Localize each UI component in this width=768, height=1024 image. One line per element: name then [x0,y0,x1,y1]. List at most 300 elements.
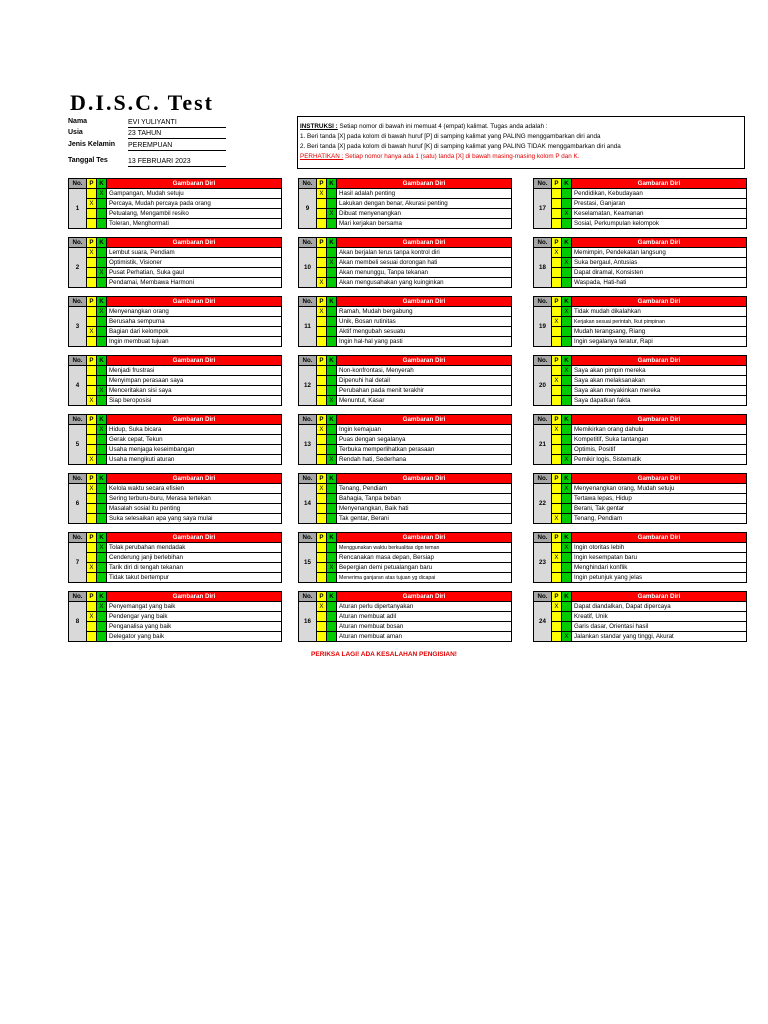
p-mark-cell[interactable] [552,455,562,465]
p-mark-cell[interactable] [317,563,327,573]
statement-text: Ingin petunjuk yang jelas [572,573,747,583]
table-row [299,258,512,268]
k-mark-cell[interactable] [97,563,107,573]
k-mark-cell[interactable] [562,563,572,573]
k-mark-cell[interactable] [562,386,572,396]
table-header-row [534,356,747,366]
p-mark-cell[interactable] [317,455,327,465]
header-k: K [97,592,107,602]
p-mark-cell[interactable] [317,268,327,278]
p-mark-cell[interactable] [87,209,97,219]
k-mark-cell[interactable] [327,632,337,642]
statement-text: Tenang, Pendiam [337,484,512,494]
k-mark-cell[interactable] [562,278,572,288]
k-mark-cell[interactable] [562,573,572,583]
table-header-row [534,297,747,307]
page-title: D.I.S.C. Test [70,90,214,115]
question-table [68,178,282,229]
p-mark-cell[interactable] [87,622,97,632]
k-mark-cell[interactable] [327,543,337,553]
table-header-row [69,474,282,484]
info-value-tanggal-tes[interactable]: 13 FEBRUARI 2023 [128,157,226,167]
k-mark-cell[interactable] [97,504,107,514]
p-mark-cell[interactable]: X [87,199,97,209]
p-mark-cell[interactable] [87,504,97,514]
k-mark-cell[interactable] [97,209,107,219]
table-row [534,376,747,386]
p-mark-cell[interactable] [317,612,327,622]
question-number: 1 [69,189,87,229]
statement-text: Dapat diandalkan, Dapat dipercaya [572,602,747,612]
p-mark-cell[interactable]: X [317,307,327,317]
info-value-nama[interactable]: EVI YULIYANTI [128,118,226,128]
k-mark-cell[interactable] [327,573,337,583]
k-mark-cell[interactable]: X [97,386,107,396]
k-mark-cell[interactable]: X [327,563,337,573]
k-mark-cell[interactable] [562,435,572,445]
p-mark-cell[interactable] [87,514,97,524]
question-table [298,237,512,288]
statement-text: Menyimpan perasaan saya [107,376,282,386]
table-row [299,317,512,327]
k-mark-cell[interactable]: X [97,268,107,278]
k-mark-cell[interactable] [562,425,572,435]
question-block-1 [68,178,282,229]
p-mark-cell[interactable] [87,632,97,642]
statement-text: Kompetitif, Suka tantangan [572,435,747,445]
p-mark-cell[interactable] [317,209,327,219]
table-row [534,504,747,514]
p-mark-cell[interactable] [552,504,562,514]
p-mark-cell[interactable] [87,307,97,317]
k-mark-cell[interactable] [97,622,107,632]
p-mark-cell[interactable]: X [552,553,562,563]
p-mark-cell[interactable] [317,514,327,524]
table-row [69,209,282,219]
k-mark-cell[interactable] [327,219,337,229]
p-mark-cell[interactable] [87,425,97,435]
p-mark-cell[interactable] [552,268,562,278]
k-mark-cell[interactable] [327,504,337,514]
info-value-usia[interactable]: 23 TAHUN [128,129,226,139]
question-number: 23 [534,543,552,583]
header-gambaran-diri: Gambaran Diri [107,474,282,484]
k-mark-cell[interactable] [97,278,107,288]
table-row [69,258,282,268]
statement-text: Akan berjalan terus tanpa kontrol diri [337,248,512,258]
p-mark-cell[interactable] [552,396,562,406]
p-mark-cell[interactable]: X [552,425,562,435]
k-mark-cell[interactable] [97,366,107,376]
table-row [299,563,512,573]
p-mark-cell[interactable] [552,435,562,445]
k-mark-cell[interactable] [97,455,107,465]
k-mark-cell[interactable] [327,553,337,563]
k-mark-cell[interactable] [97,445,107,455]
statement-text: Kelola waktu secara efisien [107,484,282,494]
p-mark-cell[interactable] [317,376,327,386]
p-mark-cell[interactable] [552,612,562,622]
k-mark-cell[interactable] [327,494,337,504]
instructions-text: Setiap nomor di bawah ini memuat 4 (empat) kalimat. Tugas anda adalah : [337,123,548,130]
p-mark-cell[interactable] [87,376,97,386]
statement-text: Dibuat menyenangkan [337,209,512,219]
k-mark-cell[interactable] [97,573,107,583]
p-mark-cell[interactable] [552,622,562,632]
p-mark-cell[interactable] [317,366,327,376]
statement-text: Petualang, Mengambil resiko [107,209,282,219]
p-mark-cell[interactable] [87,543,97,553]
table-row [69,248,282,258]
k-mark-cell[interactable] [562,268,572,278]
k-mark-cell[interactable] [327,425,337,435]
statement-text: Ingin kemajuan [337,425,512,435]
question-number: 15 [299,543,317,583]
p-mark-cell[interactable] [87,602,97,612]
footer-warning: PERIKSA LAGI! ADA KESALAHAN PENGISIAN! [311,651,457,658]
header-k: K [562,238,572,248]
statement-text: Suka selesaikan apa yang saya mulai [107,514,282,524]
k-mark-cell[interactable] [562,327,572,337]
k-mark-cell[interactable] [562,337,572,347]
k-mark-cell[interactable] [327,317,337,327]
k-mark-cell[interactable] [97,396,107,406]
p-mark-cell[interactable]: X [317,602,327,612]
header-no: No. [299,533,317,543]
p-mark-cell[interactable] [87,337,97,347]
header-p: P [317,297,327,307]
k-mark-cell[interactable]: X [97,425,107,435]
k-mark-cell[interactable] [97,612,107,622]
k-mark-cell[interactable] [327,268,337,278]
p-mark-cell[interactable] [552,219,562,229]
table-header-row [534,238,747,248]
question-number: 14 [299,484,317,524]
question-table [68,414,282,465]
k-mark-cell[interactable] [97,337,107,347]
header-gambaran-diri: Gambaran Diri [337,533,512,543]
k-mark-cell[interactable] [327,199,337,209]
k-mark-cell[interactable]: X [562,366,572,376]
statement-text: Menggunakan waktu berkualitas dgn teman [337,543,512,553]
p-mark-cell[interactable] [87,553,97,563]
question-table [298,296,512,347]
k-mark-cell[interactable]: X [562,307,572,317]
statement-text: Siap beroposisi [107,396,282,406]
p-mark-cell[interactable]: X [552,248,562,258]
question-table [298,178,512,229]
k-mark-cell[interactable]: X [562,455,572,465]
question-table [533,473,747,524]
statement-text: Rencanakan masa depan, Bersiap [337,553,512,563]
k-mark-cell[interactable] [562,189,572,199]
p-mark-cell[interactable] [317,553,327,563]
k-mark-cell[interactable] [327,278,337,288]
table-row [299,209,512,219]
p-mark-cell[interactable] [87,573,97,583]
p-mark-cell[interactable] [552,573,562,583]
k-mark-cell[interactable]: X [327,396,337,406]
p-mark-cell[interactable] [317,543,327,553]
k-mark-cell[interactable] [327,622,337,632]
k-mark-cell[interactable] [97,248,107,258]
p-mark-cell[interactable] [552,209,562,219]
k-mark-cell[interactable] [562,504,572,514]
p-mark-cell[interactable] [552,366,562,376]
header-gambaran-diri: Gambaran Diri [572,592,747,602]
k-mark-cell[interactable] [562,445,572,455]
table-header-row [534,474,747,484]
k-mark-cell[interactable] [327,376,337,386]
table-header-row [534,592,747,602]
p-mark-cell[interactable] [87,494,97,504]
k-mark-cell[interactable]: X [327,209,337,219]
p-mark-cell[interactable] [87,189,97,199]
k-mark-cell[interactable] [97,258,107,268]
p-mark-cell[interactable] [552,258,562,268]
table-header-row [299,238,512,248]
p-mark-cell[interactable]: X [552,376,562,386]
p-mark-cell[interactable] [317,445,327,455]
table-row [69,543,282,553]
k-mark-cell[interactable] [562,602,572,612]
p-mark-cell[interactable]: X [552,514,562,524]
k-mark-cell[interactable]: X [562,632,572,642]
p-mark-cell[interactable] [317,199,327,209]
header-gambaran-diri: Gambaran Diri [107,356,282,366]
header-p: P [87,179,97,189]
header-no: No. [299,238,317,248]
question-table [298,591,512,642]
statement-text: Optimistik, Visioner [107,258,282,268]
header-k: K [327,474,337,484]
p-mark-cell[interactable]: X [317,425,327,435]
header-gambaran-diri: Gambaran Diri [337,592,512,602]
header-k: K [327,592,337,602]
p-mark-cell[interactable] [552,563,562,573]
question-block-9 [298,178,512,229]
k-mark-cell[interactable] [97,494,107,504]
table-row [534,543,747,553]
k-mark-cell[interactable] [327,307,337,317]
k-mark-cell[interactable]: X [327,258,337,268]
k-mark-cell[interactable] [327,189,337,199]
k-mark-cell[interactable] [97,317,107,327]
p-mark-cell[interactable]: X [87,327,97,337]
p-mark-cell[interactable] [552,307,562,317]
k-mark-cell[interactable] [327,366,337,376]
warning-text: Setiap nomor hanya ada 1 (satu) tanda [X] di bawah masing-masing kolom P dan K. [343,153,580,160]
k-mark-cell[interactable] [562,494,572,504]
table-header-row [299,474,512,484]
k-mark-cell[interactable] [327,327,337,337]
question-number: 10 [299,248,317,288]
k-mark-cell[interactable] [97,376,107,386]
p-mark-cell[interactable] [552,632,562,642]
k-mark-cell[interactable] [562,396,572,406]
statement-text: Tolak perubahan mendadak [107,543,282,553]
k-mark-cell[interactable]: X [562,258,572,268]
p-mark-cell[interactable] [87,317,97,327]
instructions-box [297,116,745,169]
p-mark-cell[interactable]: X [87,563,97,573]
p-mark-cell[interactable] [552,199,562,209]
k-mark-cell[interactable]: X [97,189,107,199]
p-mark-cell[interactable] [317,573,327,583]
p-mark-cell[interactable]: X [552,602,562,612]
k-mark-cell[interactable] [327,386,337,396]
p-mark-cell[interactable] [87,258,97,268]
k-mark-cell[interactable] [97,327,107,337]
k-mark-cell[interactable] [327,484,337,494]
p-mark-cell[interactable]: X [87,484,97,494]
p-mark-cell[interactable] [87,268,97,278]
p-mark-cell[interactable] [317,632,327,642]
k-mark-cell[interactable] [97,219,107,229]
header-p: P [552,179,562,189]
k-mark-cell[interactable] [327,248,337,258]
table-row [534,189,747,199]
table-row [299,573,512,583]
p-mark-cell[interactable] [317,622,327,632]
header-gambaran-diri: Gambaran Diri [572,238,747,248]
p-mark-cell[interactable] [87,219,97,229]
k-mark-cell[interactable] [562,376,572,386]
k-mark-cell[interactable] [562,514,572,524]
p-mark-cell[interactable] [552,543,562,553]
p-mark-cell[interactable] [317,327,327,337]
k-mark-cell[interactable] [97,514,107,524]
p-mark-cell[interactable] [87,386,97,396]
k-mark-cell[interactable] [562,317,572,327]
p-mark-cell[interactable] [552,445,562,455]
k-mark-cell[interactable]: X [562,543,572,553]
statement-text: Gerak cepat, Tekun [107,435,282,445]
table-row [534,563,747,573]
statement-text: Perubahan pada menit terakhir [337,386,512,396]
question-block-17 [533,178,747,229]
question-table [533,237,747,288]
table-row [299,514,512,524]
question-block-16 [298,591,512,642]
p-mark-cell[interactable] [317,396,327,406]
p-mark-cell[interactable] [552,386,562,396]
p-mark-cell[interactable] [87,435,97,445]
p-mark-cell[interactable]: X [87,455,97,465]
p-mark-cell[interactable] [317,386,327,396]
p-mark-cell[interactable] [317,504,327,514]
info-value-jenis-kelamin[interactable]: PEREMPUAN [128,141,226,151]
p-mark-cell[interactable]: X [317,278,327,288]
p-mark-cell[interactable] [552,278,562,288]
k-mark-cell[interactable] [327,445,337,455]
k-mark-cell[interactable] [562,248,572,258]
k-mark-cell[interactable] [327,612,337,622]
statement-text: Menceritakan sisi saya [107,386,282,396]
k-mark-cell[interactable] [562,612,572,622]
table-row [534,602,747,612]
k-mark-cell[interactable] [327,514,337,524]
k-mark-cell[interactable]: X [97,602,107,612]
p-mark-cell[interactable] [317,337,327,347]
question-table [533,591,747,642]
table-row [299,494,512,504]
table-row [69,435,282,445]
k-mark-cell[interactable] [97,435,107,445]
p-mark-cell[interactable]: X [317,484,327,494]
p-mark-cell[interactable] [552,189,562,199]
table-row [299,445,512,455]
k-mark-cell[interactable]: X [97,307,107,317]
k-mark-cell[interactable] [327,435,337,445]
table-header-row [534,179,747,189]
p-mark-cell[interactable]: X [317,189,327,199]
k-mark-cell[interactable]: X [562,484,572,494]
table-row [299,376,512,386]
k-mark-cell[interactable]: X [97,543,107,553]
p-mark-cell[interactable] [87,445,97,455]
p-mark-cell[interactable] [317,317,327,327]
p-mark-cell[interactable] [317,494,327,504]
header-p: P [87,474,97,484]
table-row [69,219,282,229]
k-mark-cell[interactable]: X [562,209,572,219]
statement-text: Memikirkan orang dahulu [572,425,747,435]
statement-text: Akan mengusahakan yang kuinginkan [337,278,512,288]
question-table [68,473,282,524]
k-mark-cell[interactable] [562,199,572,209]
header-p: P [317,238,327,248]
k-mark-cell[interactable] [327,337,337,347]
question-block-5 [68,414,282,465]
header-no: No. [534,356,552,366]
k-mark-cell[interactable] [97,484,107,494]
k-mark-cell[interactable] [97,199,107,209]
header-no: No. [69,474,87,484]
table-header-row [69,592,282,602]
table-row [534,484,747,494]
k-mark-cell[interactable] [562,553,572,563]
p-mark-cell[interactable] [317,248,327,258]
p-mark-cell[interactable] [317,258,327,268]
statement-text: Pendamai, Membawa Harmoni [107,278,282,288]
p-mark-cell[interactable] [552,484,562,494]
p-mark-cell[interactable]: X [87,612,97,622]
statement-text: Bepergian demi petualangan baru [337,563,512,573]
k-mark-cell[interactable] [97,553,107,563]
p-mark-cell[interactable]: X [87,396,97,406]
question-number: 21 [534,425,552,465]
question-number: 4 [69,366,87,406]
table-row [534,327,747,337]
p-mark-cell[interactable] [317,435,327,445]
k-mark-cell[interactable] [562,622,572,632]
p-mark-cell[interactable] [317,219,327,229]
question-number: 5 [69,425,87,465]
p-mark-cell[interactable] [552,494,562,504]
p-mark-cell[interactable] [87,278,97,288]
header-gambaran-diri: Gambaran Diri [107,415,282,425]
p-mark-cell[interactable] [552,337,562,347]
p-mark-cell[interactable]: X [552,317,562,327]
k-mark-cell[interactable]: X [327,455,337,465]
p-mark-cell[interactable]: X [87,248,97,258]
k-mark-cell[interactable] [327,602,337,612]
p-mark-cell[interactable] [552,327,562,337]
k-mark-cell[interactable] [97,632,107,642]
k-mark-cell[interactable] [562,219,572,229]
p-mark-cell[interactable] [87,366,97,376]
